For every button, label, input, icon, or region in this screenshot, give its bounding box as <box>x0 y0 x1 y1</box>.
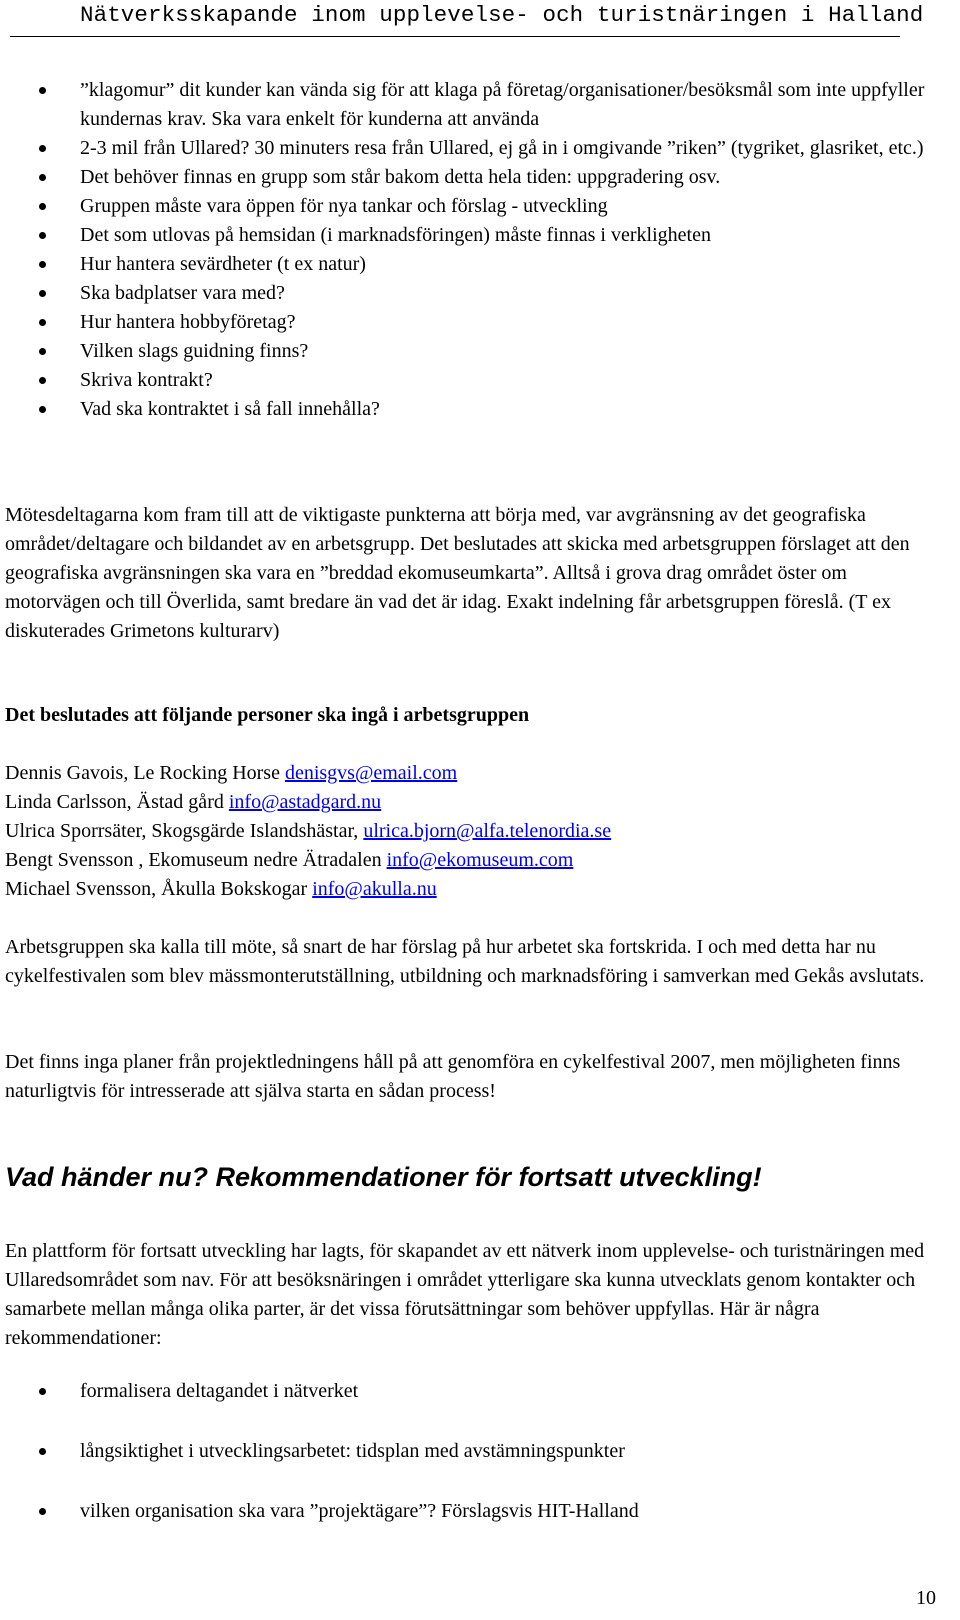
list-item <box>0 337 930 366</box>
member-row <box>5 817 611 846</box>
page-number: 10 <box>916 1587 936 1609</box>
list-item <box>0 1437 930 1466</box>
list-item-text: Ska badplatser vara med? <box>80 282 285 304</box>
bullet-icon <box>39 261 46 268</box>
member-name: Dennis Gavois, Le Rocking Horse <box>5 762 285 784</box>
member-row <box>5 788 611 817</box>
paragraph-working-group-meeting: Arbetsgruppen ska kalla till möte, så snart de har förslag på hur arbetet ska fortskrida. I och med detta har nu cykelfestivalen som blev mässmonterutställning, utbildning och marknadsföring i samverkan med Gekås avslutats. <box>5 936 925 987</box>
list-item <box>0 366 930 395</box>
list-item-text: långsiktighet i utvecklingsarbetet: tidsplan med avstämningspunkter <box>80 1440 625 1462</box>
bullet-icon <box>39 319 46 326</box>
list-item-text: Vilken slags guidning finns? <box>80 340 309 362</box>
member-email-link[interactable]: info@astadgard.nu <box>228 791 382 813</box>
bullet-icon <box>39 1508 46 1515</box>
member-email-link[interactable]: ulrica.bjorn@alfa.telenordia.se <box>363 820 612 842</box>
member-row <box>5 875 611 904</box>
list-item <box>0 192 930 221</box>
member-email-link[interactable]: info@akulla.nu <box>312 878 437 900</box>
bullet-icon <box>39 348 46 355</box>
list-item <box>0 250 930 279</box>
member-name: Linda Carlsson, Ästad gård <box>5 791 229 813</box>
list-item <box>0 395 930 424</box>
bullet-icon <box>39 406 46 413</box>
list-item-text: Hur hantera hobbyföretag? <box>80 311 296 333</box>
member-name: Michael Svensson, Åkulla Bokskogar <box>5 878 313 900</box>
member-name: Bengt Svensson , Ekomuseum nedre Ätradalen <box>5 849 387 871</box>
list-item-text: Gruppen måste vara öppen för nya tankar och förslag - utveckling <box>80 195 608 217</box>
list-item <box>0 1497 930 1526</box>
list-item-text: vilken organisation ska vara ”projektägare”? Förslagsvis HIT-Halland <box>80 1500 639 1522</box>
member-name: Ulrica Sporrsäter, Skogsgärde Islandshästar, <box>5 820 364 842</box>
paragraph-platform: En plattform för fortsatt utveckling har lagts, för skapandet av ett nätverk inom upplevelse- och turistnäringen med Ullaredsområdet som nav. För att besöksnäringen i området ytterligare ska kunna utvecklats genom kontakter och samarbete mellan många olika parter, är det vissa förutsättningar som behöver uppfyllas. Här är några rekommendationer: <box>5 1240 925 1349</box>
bullet-icon <box>39 1448 46 1455</box>
list-item-text: Hur hantera sevärdheter (t ex natur) <box>80 253 366 275</box>
list-item-text: Det som utlovas på hemsidan (i marknadsföringen) måste finnas i verkligheten <box>80 224 711 246</box>
bullet-list-top <box>0 76 930 424</box>
section-heading: Vad händer nu? Rekommendationer för fortsatt utveckling! <box>5 1162 762 1192</box>
list-item-text: Vad ska kontraktet i så fall innehålla? <box>80 398 380 420</box>
list-item-text: ”klagomur” dit kunder kan vända sig för att klaga på företag/organisationer/besöksmål som inte uppfyller kundernas krav. Ska vara enkelt för kunderna att använda <box>80 79 925 130</box>
list-item <box>0 308 930 337</box>
list-item <box>0 76 930 134</box>
bullet-icon <box>39 232 46 239</box>
member-email-link[interactable]: info@ekomuseum.com <box>386 849 574 871</box>
list-item <box>0 134 930 163</box>
bullet-icon <box>39 174 46 181</box>
list-item <box>0 279 930 308</box>
recommendations-list <box>0 1377 930 1557</box>
bullet-icon <box>39 377 46 384</box>
bullet-icon <box>39 145 46 152</box>
working-group-members <box>5 759 611 904</box>
bullet-icon <box>39 203 46 210</box>
paragraph-geographic-scope: Mötesdeltagarna kom fram till att de viktigaste punkterna att börja med, var avgränsning av det geografiska området/deltagare och bildandet av en arbetsgrupp. Det beslutades att skicka med arbetsgruppen förslaget att den geografiska avgränsningen ska vara en ”breddad ekomuseumkarta”. Alltså i grova drag området öster om motorvägen och till Överlida, samt bredare än vad det är idag. Exakt indelning får arbetsgruppen föreslå. (T ex diskuterades Grimetons kulturarv) <box>5 504 910 642</box>
list-item-text: Skriva kontrakt? <box>80 369 213 391</box>
page-header <box>10 0 924 37</box>
bullet-icon <box>39 1388 46 1395</box>
paragraph-cycle-festival: Det finns inga planer från projektledningens håll på att genomföra en cykelfestival 2007, men möjligheten finns naturligtvis för intresserade att själva starta en sådan process! <box>5 1051 901 1102</box>
list-item-text: 2-3 mil från Ullared? 30 minuters resa från Ullared, ej gå in i omgivande ”riken” (tygriket, glasriket, etc.) <box>80 137 924 159</box>
member-row <box>5 846 611 875</box>
bullet-icon <box>39 290 46 297</box>
list-item-text: formalisera deltagandet i nätverket <box>80 1380 359 1402</box>
list-item <box>0 1377 930 1406</box>
member-row <box>5 759 611 788</box>
working-group-heading: Det beslutades att följande personer ska ingå i arbetsgruppen <box>5 704 530 726</box>
list-item-text: Det behöver finnas en grupp som står bakom detta hela tiden: uppgradering osv. <box>80 166 721 188</box>
list-item <box>0 163 930 192</box>
header-title: Nätverksskapande inom upplevelse- och turistnäringen i Halland <box>80 2 924 28</box>
bullet-icon <box>39 87 46 94</box>
list-item <box>0 221 930 250</box>
member-email-link[interactable]: denisgvs@email.com <box>284 762 458 784</box>
